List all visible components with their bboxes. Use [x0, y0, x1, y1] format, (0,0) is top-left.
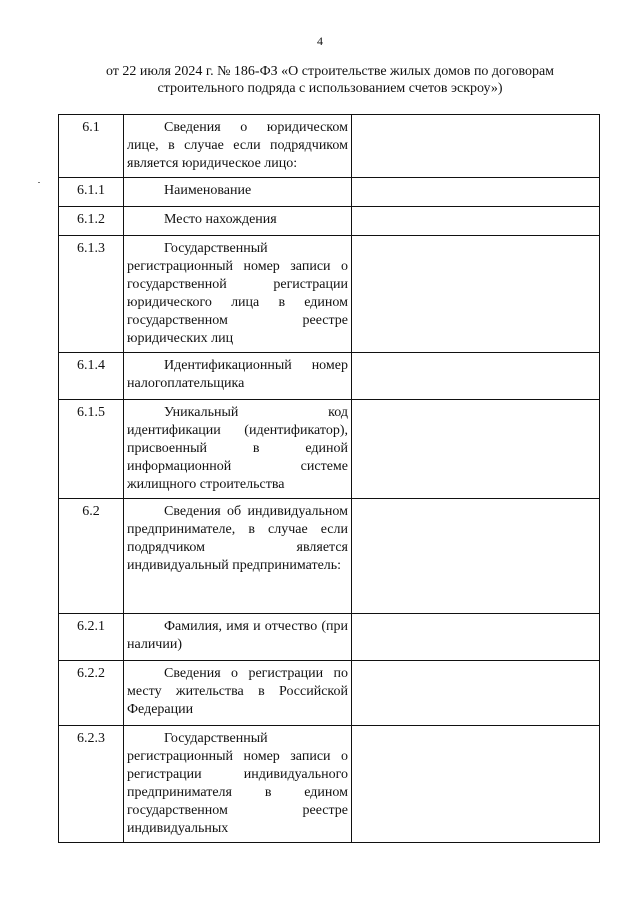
table-row: [59, 661, 600, 726]
row-value-cell[interactable]: [352, 236, 600, 353]
row-number: 6.1.5: [59, 400, 124, 499]
row-value-cell[interactable]: [352, 614, 600, 661]
row-description: Наименование: [124, 178, 352, 207]
table-row: [59, 726, 600, 843]
row-description: Идентификационный номер налогоплательщика: [124, 353, 352, 400]
table-row: [59, 178, 600, 207]
row-value-cell[interactable]: [352, 115, 600, 178]
row-value-cell[interactable]: [352, 178, 600, 207]
table-row: [59, 115, 600, 178]
row-description: Государственный регистрационный номер записи о государственной регистрации юридического лица в едином государственном реестре юридических лиц: [124, 236, 352, 353]
row-number: 6.1: [59, 115, 124, 178]
row-value-cell[interactable]: [352, 726, 600, 843]
row-number: 6.1.4: [59, 353, 124, 400]
table-row: [59, 353, 600, 400]
row-number: 6.2.2: [59, 661, 124, 726]
header-line-1: от 22 июля 2024 г. № 186-ФЗ «О строительстве жилых домов по договорам: [105, 64, 555, 79]
table-row: [59, 499, 600, 614]
table-row: [59, 236, 600, 353]
row-value-cell[interactable]: [352, 400, 600, 499]
row-description: Сведения о юридическом лице, в случае если подрядчиком является юридическое лицо:: [124, 115, 352, 178]
contractor-info-table: [58, 114, 600, 843]
row-value-cell[interactable]: [352, 661, 600, 726]
row-description: Государственный регистрационный номер записи о регистрации индивидуального предпринимателя в едином государственном реестре индивидуальных: [124, 726, 352, 843]
document-header: [60, 63, 600, 97]
row-number: 6.1.1: [59, 178, 124, 207]
row-value-cell[interactable]: [352, 207, 600, 236]
row-description: Сведения о регистрации по месту жительства в Российской Федерации: [124, 661, 352, 726]
row-number: 6.2: [59, 499, 124, 614]
table-row: [59, 207, 600, 236]
row-value-cell[interactable]: [352, 499, 600, 614]
page-number: 4: [317, 34, 323, 48]
scan-speck: [38, 182, 40, 183]
row-number: 6.1.2: [59, 207, 124, 236]
row-description: Сведения об индивидуальном предпринимателе, в случае если подрядчиком является индивидуальный предприниматель:: [124, 499, 352, 614]
table-row: [59, 614, 600, 661]
row-description: Фамилия, имя и отчество (при наличии): [124, 614, 352, 661]
row-description: Место нахождения: [124, 207, 352, 236]
row-number: 6.2.1: [59, 614, 124, 661]
row-number: 6.2.3: [59, 726, 124, 843]
row-number: 6.1.3: [59, 236, 124, 353]
header-line-2: строительного подряда с использованием счетов эскроу»): [157, 81, 503, 96]
row-description: Уникальный код идентификации (идентификатор), присвоенный в единой информационной системе жилищного строительства: [124, 400, 352, 499]
row-value-cell[interactable]: [352, 353, 600, 400]
table-row: [59, 400, 600, 499]
